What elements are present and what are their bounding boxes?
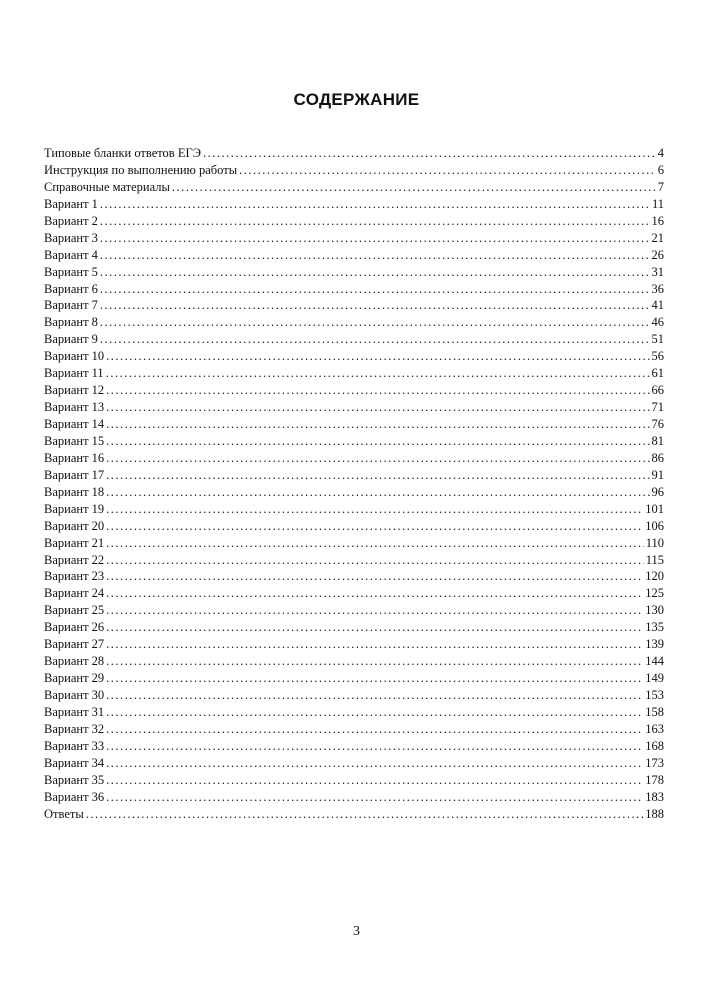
toc-entry-page: 96 [651,484,664,499]
toc-entry-label: Вариант 35 [44,772,105,787]
toc-entry [44,636,664,653]
toc-entry-page: 46 [651,315,664,330]
toc-entry [44,264,664,281]
toc-entry-label: Ответы [44,806,84,821]
dot-leader [100,264,650,281]
toc-entry [44,162,664,179]
toc-entry-label: Вариант 11 [44,366,104,381]
toc-entry [44,314,664,331]
toc-entry [44,247,664,264]
toc-entry-label: Вариант 13 [44,400,105,415]
toc-entry [44,772,664,789]
dot-leader [106,484,649,501]
toc-entry-label: Вариант 10 [44,349,105,364]
toc-entry-label: Вариант 9 [44,332,98,347]
toc-entry-label: Вариант 8 [44,315,98,330]
dot-leader [100,247,650,264]
toc-entry-page: 51 [651,332,664,347]
dot-leader [100,196,650,213]
toc-entry [44,501,664,518]
toc-entry [44,738,664,755]
dot-leader [106,670,643,687]
toc-entry-label: Вариант 34 [44,755,105,770]
toc-entry-page: 76 [651,417,664,431]
dot-leader [100,331,650,348]
dot-leader [106,653,643,670]
toc-entry [44,535,664,552]
toc-entry [44,518,664,535]
toc-entry-label: Вариант 32 [44,721,105,736]
toc-entry-page: 120 [645,569,664,584]
toc-entry [44,467,664,484]
toc-entry-label: Вариант 18 [44,484,105,499]
toc-entry-label: Вариант 21 [44,535,105,550]
toc-entry-label: Вариант 36 [44,789,105,804]
dot-leader [106,501,643,518]
dot-leader [106,704,643,721]
toc-entry-label: Вариант 30 [44,688,105,702]
toc-entry [44,602,664,619]
toc-entry [44,365,664,382]
toc-entry [44,416,664,433]
toc-entry [44,213,664,230]
toc-entry-page: 135 [645,620,664,635]
toc-entry-page: 41 [651,298,664,313]
dot-leader [100,314,650,331]
toc-entry-page: 7 [657,179,664,194]
toc-entry-label: Типовые бланки ответов ЕГЭ [44,146,201,160]
toc-entry-label: Вариант 2 [44,213,98,228]
toc-entry [44,450,664,467]
toc-entry [44,619,664,636]
toc-entry [44,348,664,365]
dot-leader [106,738,643,755]
toc-entry [44,687,664,704]
toc-entry-page: 36 [651,281,664,296]
toc-entry-page: 130 [645,603,664,618]
table-of-contents [44,145,664,823]
toc-entry-label: Вариант 23 [44,569,105,584]
dot-leader [106,365,650,382]
dot-leader [106,721,643,738]
toc-entry-page: 26 [651,247,664,262]
toc-entry-label: Вариант 31 [44,704,105,719]
dot-leader [106,552,644,569]
toc-entry-label: Вариант 22 [44,552,105,567]
toc-entry [44,433,664,450]
toc-entry-page: 153 [645,688,664,702]
toc-entry-label: Вариант 29 [44,671,105,686]
toc-entry-page: 139 [645,637,664,652]
toc-entry-label: Инструкция по выполнению работы [44,162,238,177]
toc-entry [44,704,664,721]
toc-entry-page: 21 [651,230,664,245]
toc-entry-page: 31 [651,264,664,279]
dot-leader [106,450,649,467]
toc-entry-label: Вариант 33 [44,738,105,753]
toc-entry-page: 66 [651,383,664,398]
toc-entry-label: Вариант 14 [44,417,105,431]
toc-entry [44,399,664,416]
toc-entry-page: 188 [645,806,664,821]
toc-entry [44,755,664,772]
toc-entry-label: Вариант 26 [44,620,105,635]
toc-entry [44,585,664,602]
toc-entry [44,484,664,501]
toc-entry-label: Вариант 3 [44,230,98,245]
dot-leader [106,585,643,602]
dot-leader [106,789,643,806]
dot-leader [106,568,643,585]
dot-leader [172,179,656,196]
dot-leader [106,755,643,772]
toc-entry-page: 158 [645,704,664,719]
toc-entry-label: Вариант 20 [44,518,105,533]
toc-entry-page: 6 [657,162,664,177]
toc-entry-page: 149 [645,671,664,686]
toc-entry [44,552,664,569]
dot-leader [106,619,643,636]
dot-leader [100,297,650,314]
toc-entry-label: Вариант 7 [44,298,98,313]
toc-entry-page: 183 [645,789,664,804]
toc-entry [44,331,664,348]
dot-leader [106,602,643,619]
toc-entry-page: 173 [645,755,664,770]
toc-entry-page: 168 [645,738,664,753]
toc-entry [44,721,664,738]
toc-entry [44,145,664,162]
dot-leader [106,772,643,789]
dot-leader [106,399,649,416]
toc-entry [44,281,664,298]
toc-entry-page: 178 [645,772,664,787]
dot-leader [106,636,643,653]
dot-leader [203,145,656,162]
dot-leader [106,382,649,399]
page-number: 3 [353,924,360,939]
toc-entry-label: Вариант 4 [44,247,98,262]
dot-leader [106,518,643,535]
toc-entry [44,297,664,314]
toc-entry-label: Вариант 17 [44,467,105,482]
toc-entry-page: 4 [657,146,664,160]
toc-entry-page: 101 [645,501,664,516]
toc-entry [44,179,664,196]
toc-entry-label: Вариант 25 [44,603,105,618]
toc-entry-page: 110 [645,535,664,550]
toc-entry-label: Вариант 12 [44,383,105,398]
toc-entry-page: 115 [645,552,664,567]
dot-leader [106,687,643,704]
toc-entry-page: 56 [651,349,664,364]
dot-leader [100,230,650,247]
toc-entry [44,382,664,399]
toc-entry-label: Вариант 15 [44,433,105,448]
toc-entry [44,568,664,585]
toc-entry-page: 81 [651,433,664,448]
dot-leader [106,535,644,552]
dot-leader [100,213,650,230]
toc-entry [44,653,664,670]
toc-entry [44,789,664,806]
dot-leader [106,433,649,450]
toc-entry-page: 163 [645,721,664,736]
toc-entry-page: 91 [651,467,664,482]
toc-entry-page: 71 [651,400,664,415]
toc-entry-label: Вариант 27 [44,637,105,652]
toc-entry-page: 16 [651,213,664,228]
toc-entry-label: Вариант 19 [44,501,105,516]
dot-leader [106,348,649,365]
page-title: СОДЕРЖАНИЕ [293,90,420,109]
dot-leader [239,162,656,179]
dot-leader [106,467,649,484]
toc-entry [44,230,664,247]
dot-leader [106,416,649,433]
toc-entry-label: Вариант 24 [44,586,105,601]
dot-leader [86,806,644,823]
toc-entry-label: Вариант 16 [44,450,105,465]
dot-leader [100,281,650,298]
toc-entry [44,670,664,687]
toc-entry-label: Вариант 28 [44,654,105,669]
toc-entry [44,806,664,823]
toc-entry-page: 106 [645,518,664,533]
toc-entry-label: Вариант 5 [44,264,98,279]
toc-entry-label: Вариант 1 [44,196,98,211]
toc-entry [44,196,664,213]
toc-entry-label: Справочные материалы [44,179,170,194]
toc-entry-page: 125 [645,586,664,601]
toc-entry-page: 11 [651,196,664,211]
toc-entry-page: 86 [651,450,664,465]
toc-entry-page: 144 [645,654,664,669]
toc-entry-label: Вариант 6 [44,281,98,296]
toc-entry-page: 61 [651,366,664,381]
